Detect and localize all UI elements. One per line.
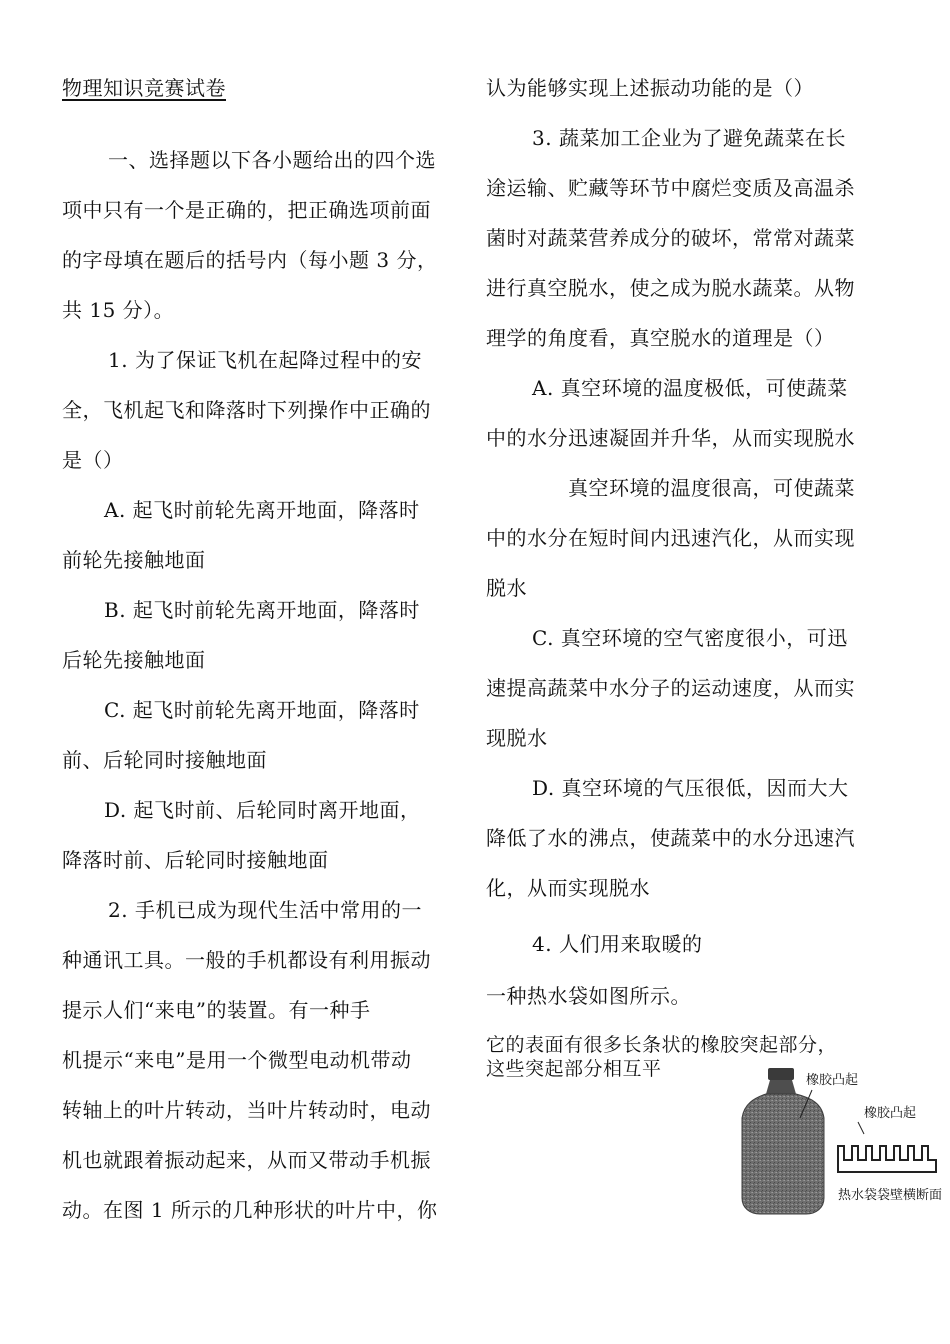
option-b-line: 真空环境的温度很高，可使蔬菜 [568, 476, 855, 500]
question-4-line: 一种热水袋如图所示。 [486, 984, 691, 1008]
option-b-line: B. 起飞时前轮先离开地面，降落时 [104, 598, 420, 622]
question-2-line: 提示人们“来电”的装置。有一种手 [62, 998, 371, 1022]
option-d-line: D. 起飞时前、后轮同时离开地面， [104, 798, 421, 822]
text-line: 共 15 分）。 [62, 298, 175, 322]
question-3-line: 进行真空脱水，使之成为脱水蔬菜。从物 [486, 276, 855, 300]
label-rubber-ridge: 橡胶凸起 [806, 1073, 859, 1088]
question-4-line: 4. 人们用来取暖的 [532, 932, 703, 956]
question-3-line: 理学的角度看，真空脱水的道理是（） [486, 326, 835, 350]
option-b-line: 中的水分在短时间内迅速汽化，从而实现 [486, 526, 855, 550]
question-1-line: 是（） [62, 448, 124, 472]
question-2-line: 机提示“来电”是用一个微型电动机带动 [62, 1048, 412, 1072]
option-b-line: 后轮先接触地面 [62, 648, 206, 672]
question-2-line: 转轴上的叶片转动，当叶片转动时，电动 [62, 1098, 431, 1122]
hot-water-bag-figure [740, 1068, 948, 1216]
option-a-line: 中的水分迅速凝固并升华，从而实现脱水 [486, 426, 855, 450]
question-3-line: 菌时对蔬菜营养成分的破坏，常常对蔬菜 [486, 226, 855, 250]
question-2-line: 种通讯工具。一般的手机都设有利用振动 [62, 948, 431, 972]
option-a-line: 前轮先接触地面 [62, 548, 206, 572]
question-3-line: 途运输、贮藏等环节中腐烂变质及高温杀 [486, 176, 855, 200]
question-3-line: 3. 蔬菜加工企业为了避免蔬菜在长 [532, 126, 846, 150]
option-a-line: A. 起飞时前轮先离开地面，降落时 [104, 498, 420, 522]
option-a-line: A. 真空环境的温度极低，可使蔬菜 [532, 376, 848, 400]
question-2-line: 2. 手机已成为现代生活中常用的一 [108, 898, 422, 922]
question-4-line: 它的表面有很多长条状的橡胶突起部分， [486, 1034, 838, 1056]
option-d-line: D. 真空环境的气压很低，因而大大 [532, 776, 849, 800]
question-1-line: 1. 为了保证飞机在起降过程中的安 [108, 348, 422, 372]
option-c-line: 速提高蔬菜中水分子的运动速度，从而实 [486, 676, 855, 700]
option-d-line: 化，从而实现脱水 [486, 876, 650, 900]
option-c-line: 前、后轮同时接触地面 [62, 748, 267, 772]
option-b-line: 脱水 [486, 576, 527, 600]
option-c-line: 现脱水 [486, 726, 548, 750]
option-c-line: C. 真空环境的空气密度很小，可迅 [532, 626, 848, 650]
cross-section-diagram [838, 1146, 936, 1172]
text-line: 项中只有一个是正确的，把正确选项前面 [62, 198, 431, 222]
page-title: 物理知识竞赛试卷 [62, 76, 226, 100]
question-4-line: 这些突起部分相互平 [486, 1058, 662, 1080]
question-2-line: 动。在图 1 所示的几种形状的叶片中，你 [62, 1198, 438, 1222]
question-2-line: 机也就跟着振动起来，从而又带动手机振 [62, 1148, 431, 1172]
figure-caption: 热水袋袋壁横断面 [838, 1188, 943, 1203]
option-c-line: C. 起飞时前轮先离开地面，降落时 [104, 698, 420, 722]
option-d-line: 降低了水的沸点，使蔬菜中的水分迅速汽 [486, 826, 855, 850]
option-d-line: 降落时前、后轮同时接触地面 [62, 848, 329, 872]
question-1-line: 全，飞机起飞和降落时下列操作中正确的 [62, 398, 431, 422]
question-2-line: 认为能够实现上述振动功能的是（） [486, 76, 814, 100]
label-rubber-ridge-section: 橡胶凸起 [864, 1106, 917, 1121]
text-line: 的字母填在题后的括号内（每小题 3 分， [62, 248, 438, 272]
text-line: 一、选择题以下各小题给出的四个选 [108, 148, 436, 172]
